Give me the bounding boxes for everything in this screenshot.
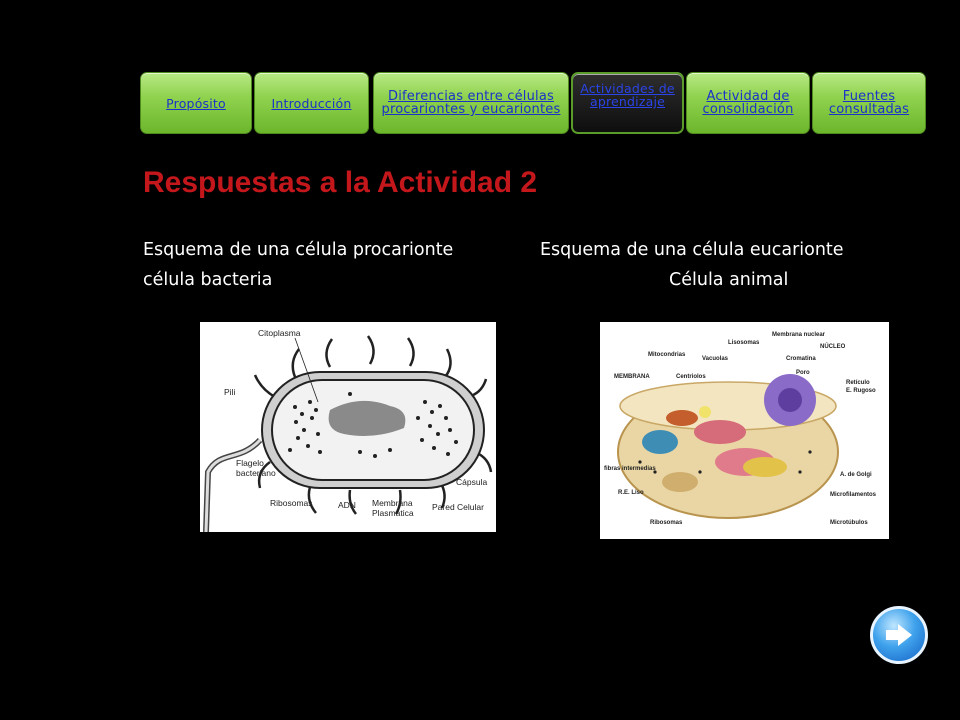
label-membrana-2: Plasmática — [372, 508, 414, 518]
label-ribosomas-euc: Ribosomas — [650, 520, 683, 526]
right-heading: Esquema de una célula eucarionte — [540, 240, 844, 260]
label-centriolos: Centriolos — [676, 374, 706, 380]
tab-label: Diferencias entre células procariontes y eucariontes — [381, 89, 561, 117]
bacteria-illustration — [200, 322, 496, 532]
label-flagelo-2: bacteriano — [236, 468, 276, 478]
tab-label: Introducción — [271, 95, 352, 111]
label-flagelo: Flagelo — [236, 458, 264, 468]
tab-actividades[interactable] — [571, 72, 684, 134]
label-reticulo: Retículo — [846, 380, 870, 386]
label-cromatina: Cromatina — [786, 356, 816, 362]
tab-proposito[interactable] — [140, 72, 252, 134]
label-mitocondrias: Mitocondrias — [648, 352, 686, 358]
tab-fuentes[interactable] — [812, 72, 926, 134]
label-adn: ADN — [338, 500, 356, 510]
label-pili: Pili — [224, 387, 236, 397]
label-fibras: fibras intermedias — [604, 466, 656, 472]
animal-cell-illustration — [600, 322, 889, 539]
label-microtubulos: Microtúbulos — [830, 520, 868, 526]
label-ribosomas: Ribosomas — [270, 498, 313, 508]
left-subheading: célula bacteria — [143, 270, 273, 290]
tab-introduccion[interactable] — [254, 72, 369, 134]
tab-consolidacion[interactable] — [686, 72, 810, 134]
label-rugoso: E. Rugoso — [846, 388, 876, 394]
label-golgi: A. de Golgi — [840, 472, 872, 478]
label-membrana-euc: MEMBRANA — [614, 374, 650, 380]
label-membrana-nuclear: Membrana nuclear — [772, 332, 826, 338]
tab-diferencias[interactable] — [373, 72, 569, 134]
left-heading: Esquema de una célula procarionte — [143, 240, 454, 260]
tab-label: Actividad de consolidación — [702, 89, 794, 117]
label-capsula: Cápsula — [456, 477, 488, 487]
tab-label: Fuentes consultadas — [828, 89, 910, 117]
label-re-liso: R.E. Liso — [618, 490, 644, 496]
label-lisosomas: Lisosomas — [728, 340, 760, 346]
eukaryote-diagram — [600, 322, 889, 539]
label-microfilamentos: Microfilamentos — [830, 492, 877, 498]
right-subheading: Célula animal — [669, 270, 789, 290]
label-membrana: Membrana — [372, 498, 413, 508]
label-nucleo: NÚCLEO — [820, 344, 846, 350]
label-citoplasma: Citoplasma — [258, 328, 301, 338]
label-pared: Pared Celular — [432, 502, 484, 512]
next-button[interactable] — [870, 606, 928, 664]
prokaryote-diagram — [200, 322, 496, 532]
label-poro: Poro — [796, 370, 810, 376]
tab-label: Actividades de aprendizaje — [580, 81, 675, 109]
page-title: Respuestas a la Actividad 2 — [143, 166, 538, 199]
label-vacuolas: Vacuolas — [702, 356, 729, 362]
tab-label: Propósito — [166, 95, 226, 111]
arrow-right-icon — [884, 622, 914, 648]
